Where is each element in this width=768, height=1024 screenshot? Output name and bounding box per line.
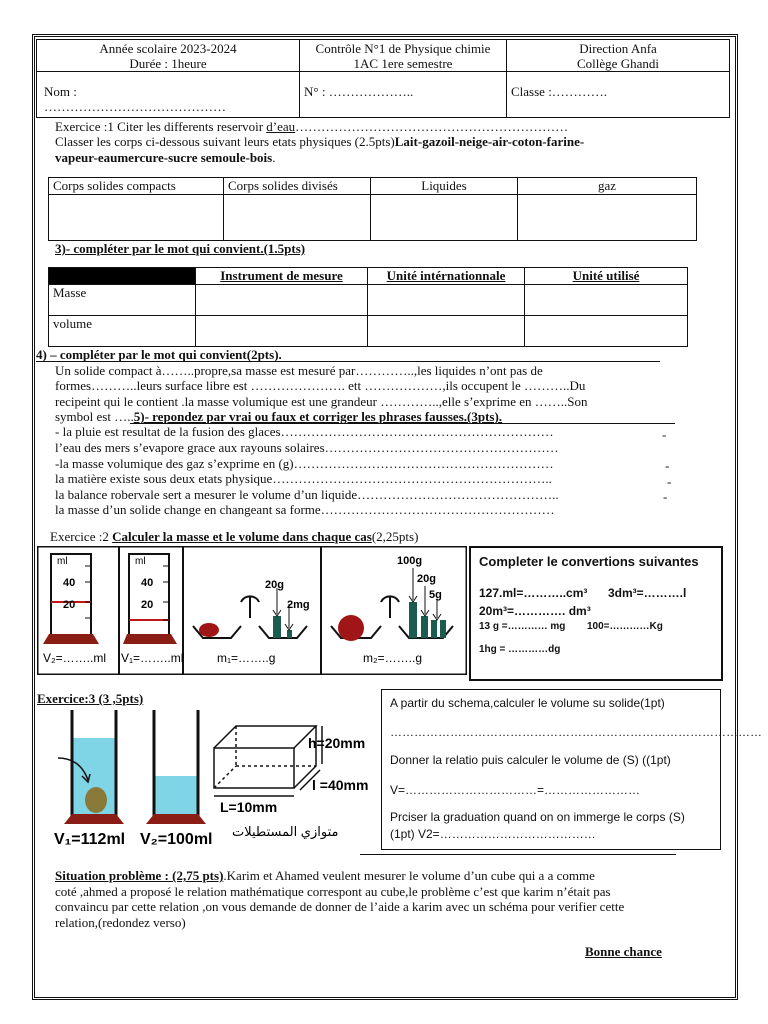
vf-dash-3: - bbox=[667, 474, 672, 489]
ex3-q1: A partir du schema,calculer le volume su solide(1pt) bbox=[390, 696, 665, 710]
conversion-m3-dm3[interactable]: 20m³=…………. dm³ bbox=[479, 604, 591, 618]
v2-label: V₂=……..ml bbox=[43, 651, 106, 665]
weight-2mg bbox=[287, 630, 292, 638]
immersed-solid bbox=[85, 787, 107, 813]
q4-line4 bbox=[55, 409, 502, 424]
graduated-cylinder-2 bbox=[123, 554, 177, 644]
height-label: h=20mm bbox=[308, 735, 366, 751]
vf-statement-1[interactable]: - la pluie est resultat de la fusion des glaces……………………………………………………… bbox=[55, 424, 554, 439]
ex3-questions-box bbox=[381, 689, 762, 850]
cyl2-tick-unit: ml bbox=[135, 556, 146, 567]
bal2-weight-100g: 100g bbox=[397, 555, 423, 567]
q4-title: 4) – compléter par le mot qui convient(2pts). bbox=[36, 347, 282, 362]
conversion-hg-dg[interactable]: 1hg = …………dg bbox=[479, 644, 561, 655]
col-used-unit: Unité utilisé bbox=[525, 268, 688, 285]
school-cell bbox=[507, 40, 730, 72]
school-name: Collège Ghandi bbox=[577, 55, 659, 71]
ex3-figures bbox=[50, 706, 370, 854]
vf-dash-1: - bbox=[662, 427, 667, 442]
bal1-weight-2mg: 2mg bbox=[287, 599, 310, 611]
ex1-line2 bbox=[55, 134, 584, 149]
cyl1-tick-20: 20 bbox=[63, 599, 76, 611]
ex3-q1-answer[interactable]: ………………………………………………………………………………… bbox=[390, 725, 762, 739]
ex1-substances-1: Lait-gazoil-neige-air-coton-farine- bbox=[394, 134, 585, 149]
exam-title: Contrôle N°1 de Physique chimie bbox=[315, 40, 491, 56]
vf-statement-3[interactable]: -la masse volumique des gaz s’exprime en (g)…………………………………………………… bbox=[55, 456, 554, 471]
mass-instrument-cell[interactable] bbox=[196, 285, 368, 316]
vf-dash-4: - bbox=[663, 489, 668, 504]
cyl1-tick-40: 40 bbox=[63, 577, 76, 589]
col-instrument: Instrument de mesure bbox=[196, 268, 368, 285]
conversion-g-mg[interactable]: 13 g =………… mg bbox=[479, 621, 566, 632]
m1-label: m₁=……..g bbox=[217, 651, 276, 665]
cell-gas[interactable] bbox=[518, 195, 697, 241]
v1-value: V₁=112ml bbox=[54, 831, 126, 848]
bal1-weight-20g: 20g bbox=[265, 579, 284, 591]
conversion-ml-cm3[interactable]: 127.ml=………..cm³ bbox=[479, 586, 588, 600]
ex1-underlined-word: d’eau bbox=[266, 119, 296, 134]
conversions-title: Completer le convertions suivantes bbox=[479, 554, 699, 569]
class-field[interactable]: Classe :…………. bbox=[511, 84, 608, 99]
name-cell[interactable] bbox=[37, 72, 300, 118]
ex1-question: Exercice :1 Citer les differents reservoir bbox=[55, 119, 267, 134]
ex1-line3 bbox=[55, 150, 275, 165]
cylinder-with-solid bbox=[54, 710, 125, 848]
mass-used-cell[interactable] bbox=[525, 285, 688, 316]
weight-20g-b bbox=[421, 616, 428, 638]
q4-line3[interactable]: recipeint qui le contient .la masse volumique est une grandeur …………..,elle s’exprime en ……..Son bbox=[55, 394, 588, 409]
solid-2 bbox=[338, 615, 364, 641]
school-year: Année scolaire 2023-2024 bbox=[99, 40, 237, 56]
parallelepiped bbox=[214, 726, 322, 796]
volume-used-cell[interactable] bbox=[525, 316, 688, 347]
ex2-points: (2,25pts) bbox=[371, 529, 419, 544]
ex1-classify-text: Classer les corps ci-dessous suivant leurs etats physiques (2.5pts) bbox=[55, 134, 395, 149]
weight-20g bbox=[273, 616, 281, 638]
duration: Durée : 1heure bbox=[129, 55, 207, 71]
q5-title: 5)- repondez par vrai ou faux et corriger les phrases fausses.(3pts). bbox=[133, 409, 503, 424]
cyl1-tick-unit: ml bbox=[57, 556, 68, 567]
header-table bbox=[36, 39, 730, 118]
class-cell[interactable] bbox=[507, 72, 730, 118]
number-field[interactable]: N° : ……………….. bbox=[304, 84, 414, 99]
ex2-title: Calculer la masse et le volume dans chaque cas bbox=[112, 529, 372, 544]
name-field[interactable]: …………………………………… bbox=[44, 99, 226, 114]
vf-statement-4[interactable]: la matière existe sous deux etats physique……………………………………………………….. bbox=[55, 471, 552, 486]
name-label: Nom : bbox=[44, 84, 77, 99]
conversion-dm3-l[interactable]: 3dm³=……….l bbox=[608, 586, 687, 600]
cylinder-2-base bbox=[123, 634, 177, 644]
col-solid-divided: Corps solides divisés bbox=[224, 178, 371, 195]
situation-label: Situation problème : (2,75 pts) bbox=[55, 868, 224, 883]
cylinder-1-base bbox=[43, 634, 99, 644]
ex3-q3-answer[interactable]: (1pt) V2=………………………………… bbox=[390, 827, 596, 841]
ex3-rule bbox=[360, 854, 676, 855]
situation-text-1: .Karim et Ahamed veulent mesurer le volume d’un cube qui a a comme bbox=[223, 868, 595, 883]
graduated-cylinder-1 bbox=[43, 554, 99, 644]
row-volume: volume bbox=[49, 316, 196, 347]
vf-statement-6[interactable]: la masse d’un solide change en changeant sa forme……………………………………………… bbox=[55, 502, 555, 517]
col-si-unit: Unité intérnationnale bbox=[368, 268, 525, 285]
weight-5g-b bbox=[440, 620, 446, 638]
liquid-2 bbox=[154, 776, 198, 816]
q4-rule bbox=[36, 361, 660, 362]
closing-message: Bonne chance bbox=[585, 944, 662, 959]
q4-symbol-dots[interactable]: symbol est ….. bbox=[55, 409, 134, 424]
exam-title-cell bbox=[300, 40, 507, 72]
school-year-cell bbox=[37, 40, 300, 72]
exam-level: 1AC 1ere semestre bbox=[353, 55, 453, 71]
length-label: L=10mm bbox=[220, 799, 278, 815]
measure-corner bbox=[49, 268, 196, 285]
vf-statement-5[interactable]: la balance robervale sert a mesurer le volume d’un liquide……………………………………….. bbox=[55, 487, 559, 502]
ex2-figures bbox=[37, 546, 467, 675]
cyl2-tick-40: 40 bbox=[141, 577, 154, 589]
weight-100g bbox=[409, 602, 417, 638]
m2-label: m₂=……..g bbox=[363, 651, 423, 665]
ex1-line1 bbox=[55, 119, 568, 134]
ex3-q2: Donner la relatio puis calculer le volume de (S) ((1pt) bbox=[390, 753, 671, 767]
solid-1 bbox=[199, 623, 219, 637]
ex1-substances-2: vapeur-eaumercure-sucre semoule-bois bbox=[55, 150, 273, 165]
situation-text-3: convaincu par cette relation ,on vous demande de donner de l’aide a karim avec un schéma pour verifier cette bbox=[55, 899, 625, 914]
mass-si-cell[interactable] bbox=[368, 285, 525, 316]
bal2-weight-20g: 20g bbox=[417, 573, 436, 585]
volume-instrument-cell[interactable] bbox=[196, 316, 368, 347]
cyl2-tick-20: 20 bbox=[141, 599, 154, 611]
conversion-kg[interactable]: 100=…………Kg bbox=[587, 621, 663, 632]
cell-solid-compact[interactable] bbox=[49, 195, 224, 241]
situation-text-2: coté ,ahmed a proposé le relation mathématique correspont au cube,le problème c’est que karim n’était pas bbox=[55, 884, 611, 899]
ex2-title-line bbox=[50, 529, 418, 544]
direction: Direction Anfa bbox=[579, 40, 657, 56]
cylinder-base-1 bbox=[64, 814, 124, 824]
ex1-period: . bbox=[272, 150, 276, 165]
v1-label: V₁=……..ml bbox=[121, 651, 184, 665]
ex1-answer-dots[interactable]: ……………………………………………………… bbox=[295, 119, 569, 134]
cell-solid-divided[interactable] bbox=[224, 195, 371, 241]
conversions-box bbox=[469, 546, 723, 681]
bal2-weight-5g: 5g bbox=[429, 589, 442, 601]
measure-table bbox=[48, 267, 688, 347]
situation-text-4: relation,(redondez verso) bbox=[55, 915, 186, 930]
situation-line1 bbox=[55, 868, 595, 883]
cylinder-base-2 bbox=[146, 814, 206, 824]
width-label: l =40mm bbox=[312, 777, 369, 793]
col-liquids: Liquides bbox=[371, 178, 518, 195]
ex3-q3: Prciser la graduation quand on on immerge le corps (S) bbox=[390, 810, 685, 824]
col-gas: gaz bbox=[518, 178, 697, 195]
volume-si-cell[interactable] bbox=[368, 316, 525, 347]
ex2-label: Exercice :2 bbox=[50, 529, 113, 544]
ex3-q2-answer[interactable]: V=……………………………=…………………… bbox=[390, 783, 641, 797]
parallelepiped-arabic-label: متوازي المستطيلات bbox=[232, 824, 339, 839]
cell-liquids[interactable] bbox=[371, 195, 518, 241]
row-mass: Masse bbox=[49, 285, 196, 316]
v2-value: V₂=100ml bbox=[140, 831, 213, 848]
vf-statement-2[interactable]: l’eau des mers s’evapore grace aux rayouns solaires……………………………………………… bbox=[55, 440, 559, 455]
col-solid-compact: Corps solides compacts bbox=[49, 178, 224, 195]
number-cell[interactable] bbox=[300, 72, 507, 118]
q4-line1[interactable]: Un solide compact à……..propre,sa masse est mesuré par…………..,les liquides n’ont pas de bbox=[55, 363, 543, 378]
weight-5g-a bbox=[431, 620, 437, 638]
q4-line2[interactable]: formes………..leurs surface libre est …………………. ett ………………,ils occupent le ………..Du bbox=[55, 378, 586, 393]
vf-dash-2: - bbox=[665, 458, 670, 473]
cylinder-without-solid bbox=[140, 710, 213, 848]
q3-title: 3)- compléter par le mot qui convient.(1.5pts) bbox=[55, 241, 306, 256]
ex3-title: Exercice:3 (3 ,5pts) bbox=[37, 691, 144, 706]
states-table bbox=[48, 177, 697, 241]
